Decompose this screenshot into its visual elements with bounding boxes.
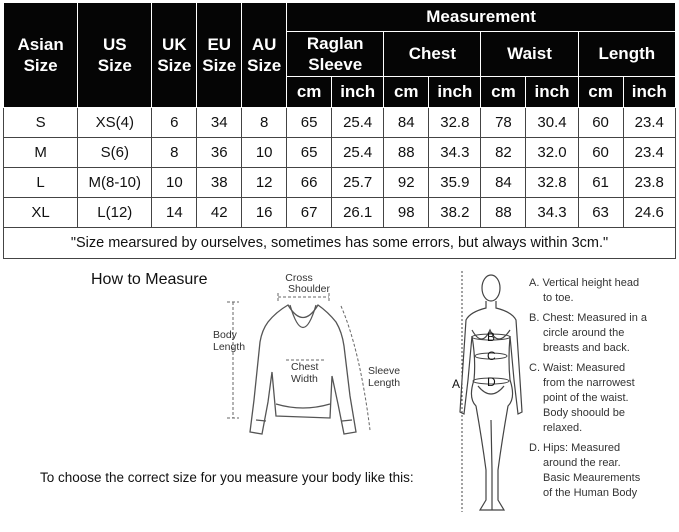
table-cell: 88 [384,138,429,168]
table-cell: 30.4 [526,108,578,138]
table-cell: 34 [197,108,242,138]
header-length: Length [578,32,675,77]
unit-header: inch [429,77,481,108]
header-uk-size: UK Size [152,3,197,108]
table-cell: 42 [197,198,242,228]
table-cell: 12 [242,168,287,198]
legend-line: A. Vertical height head [529,277,640,289]
table-cell: 23.8 [623,168,675,198]
table-cell: 61 [578,168,623,198]
body-letter-a: A [452,377,461,391]
legend-line: Body shoould be [543,407,625,419]
legend-item [529,441,677,501]
table-cell: 38 [197,168,242,198]
table-cell: 25.4 [332,108,384,138]
table-cell: 32.8 [429,108,481,138]
sleeve-length-label: Sleeve [368,365,401,377]
table-cell: 10 [152,168,197,198]
legend-line: Basic Meaurements [543,472,641,484]
header-waist: Waist [481,32,578,77]
table-cell: 60 [578,108,623,138]
legend-line: breasts and back. [543,342,630,354]
table-cell: 63 [578,198,623,228]
cross-shoulder-label: Cross [285,272,313,284]
legend-item [529,276,677,306]
legend-line: C. Waist: Measured [529,362,626,374]
header-eu-size: EU Size [197,3,242,108]
unit-header: cm [287,77,332,108]
table-cell: 23.4 [623,138,675,168]
legend-line: from the narrowest [543,377,635,389]
table-cell: 38.2 [429,198,481,228]
legend-item [529,361,677,436]
table-cell: L(12) [78,198,152,228]
header-measurement: Measurement [287,3,676,32]
body-letter-b: B [487,330,496,344]
table-cell: 92 [384,168,429,198]
table-cell: 8 [242,108,287,138]
chest-width-label: Width [291,373,318,385]
unit-header: cm [481,77,526,108]
table-cell: 84 [384,108,429,138]
legend-line: around the rear. [543,457,621,469]
table-cell: 14 [152,198,197,228]
table-cell: 66 [287,168,332,198]
chest-width-label: Chest [291,361,319,373]
table-cell: 6 [152,108,197,138]
measurement-note: "Size mearsured by ourselves, sometimes has some errors, but always within 3cm." [4,228,676,259]
header-asian-size: Asian Size [4,3,78,108]
sleeve-length-label: Length [368,377,401,389]
cross-shoulder-label: Shoulder [287,283,331,295]
table-cell: 25.7 [332,168,384,198]
table-cell: 34.3 [429,138,481,168]
table-cell: 24.6 [623,198,675,228]
table-cell: 25.4 [332,138,384,168]
body-length-label: Body [213,329,237,341]
table-cell: XL [4,198,78,228]
legend-line: of the Human Body [543,487,638,499]
table-cell: 8 [152,138,197,168]
body-length-label: Length [213,341,246,353]
legend-line: relaxed. [543,422,583,434]
unit-header: inch [623,77,675,108]
table-cell: 23.4 [623,108,675,138]
header-us-size: US Size [78,3,152,108]
table-cell: 34.3 [526,198,578,228]
table-cell: 67 [287,198,332,228]
table-cell: 35.9 [429,168,481,198]
header-au-size: AU Size [242,3,287,108]
table-cell: 84 [481,168,526,198]
human-body-icon [460,275,522,510]
unit-header: inch [526,77,578,108]
body-letter-c: C [487,349,496,363]
table-cell: M(8-10) [78,168,152,198]
instruction-text: To choose the correct size for you measure your body like this: [40,470,414,485]
legend-item [529,311,677,356]
header-chest: Chest [384,32,481,77]
table-cell: 82 [481,138,526,168]
table-cell: M [4,138,78,168]
how-to-measure-heading: How to Measure [91,271,208,288]
table-cell: 26.1 [332,198,384,228]
table-cell: 32.8 [526,168,578,198]
table-cell: 65 [287,138,332,168]
table-cell: 32.0 [526,138,578,168]
unit-header: cm [384,77,429,108]
table-cell: 16 [242,198,287,228]
legend-line: to toe. [543,292,574,304]
unit-header: cm [578,77,623,108]
table-cell: 98 [384,198,429,228]
table-cell: 60 [578,138,623,168]
table-cell: 88 [481,198,526,228]
table-cell: 78 [481,108,526,138]
header-raglan-sleeve: Raglan Sleeve [287,32,384,77]
table-cell: XS(4) [78,108,152,138]
table-cell: L [4,168,78,198]
measurement-legend [529,276,677,506]
table-cell: S(6) [78,138,152,168]
table-cell: S [4,108,78,138]
unit-header: inch [332,77,384,108]
body-letter-d: D [487,375,496,389]
legend-line: B. Chest: Measured in a [529,312,648,324]
table-cell: 36 [197,138,242,168]
legend-line: D. Hips: Measured [529,442,621,454]
legend-line: point of the waist. [543,392,629,404]
legend-line: circle around the [543,327,625,339]
table-cell: 65 [287,108,332,138]
table-cell: 10 [242,138,287,168]
